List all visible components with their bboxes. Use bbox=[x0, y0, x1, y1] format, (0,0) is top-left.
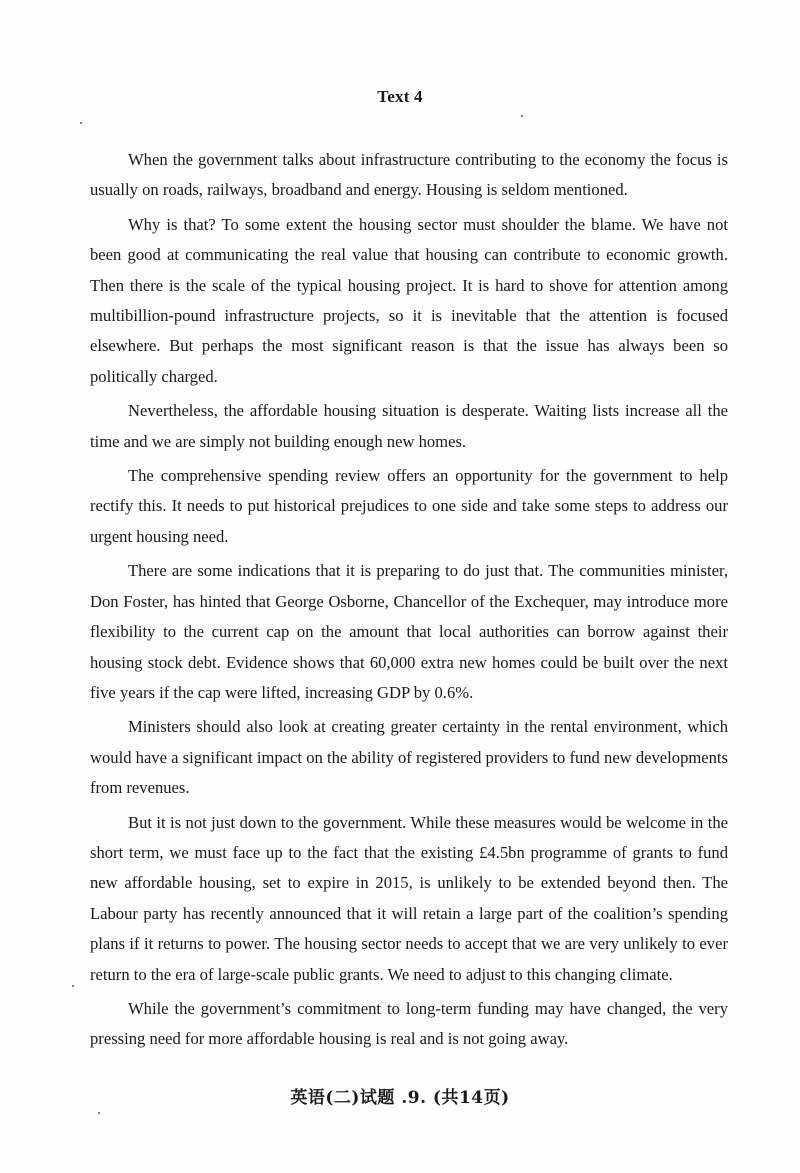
scan-speck bbox=[72, 985, 74, 987]
paragraph: Ministers should also look at creating greater certainty in the rental environment, which would have a significant impact on the ability of registered providers to fund new developments from revenues. bbox=[90, 717, 728, 798]
paragraph: Why is that? To some extent the housing sector must shoulder the blame. We have not been good at communicating the real value that housing can contribute to economic growth. Then there is the scale of the typical housing project. It is hard to shove for attention among multibillion-pound infrastructure projects, so it is inevitable that the attention is focused elsewhere. But perhaps the most significant reason is that the issue has always been so politically charged. bbox=[90, 214, 728, 386]
page-footer: 英语(二)试题 .9. (共14页) bbox=[290, 1088, 510, 1108]
scan-speck bbox=[521, 115, 523, 117]
passage-body bbox=[90, 145, 728, 1059]
paragraph: While the government’s commitment to long-term funding may have changed, the very pressing need for more affordable housing is real and is not going away. bbox=[90, 998, 728, 1049]
paragraph: The comprehensive spending review offers an opportunity for the government to help rectify this. It needs to put historical prejudices to one side and take some steps to address our urgent housing need. bbox=[90, 466, 728, 546]
paragraph: There are some indications that it is preparing to do just that. The communities minister, Don Foster, has hinted that George Osborne, Chancellor of the Exchequer, may introduce more flexibility to the current cap on the amount that local authorities can borrow against their housing stock debt. Evidence shows that 60,000 extra new homes could be built over the next five years if the cap were lifted, increasing GDP by 0.6%. bbox=[90, 561, 728, 702]
paragraph: When the government talks about infrastructure contributing to the economy the focus is usually on roads, railways, broadband and energy. Housing is seldom mentioned. bbox=[90, 150, 728, 200]
paragraph: Nevertheless, the affordable housing situation is desperate. Waiting lists increase all the time and we are simply not building enough new homes. bbox=[90, 401, 728, 451]
scan-speck bbox=[98, 1112, 100, 1114]
section-title: Text 4 bbox=[377, 87, 423, 106]
paragraph: But it is not just down to the government. While these measures would be welcome in the short term, we must face up to the fact that the existing £4.5bn programme of grants to fund new affordable housing, set to expire in 2015, is unlikely to be extended beyond then. The Labour party has recently announced that it will retain a large part of the coalition’s spending plans if it returns to power. The housing sector needs to accept that we are very unlikely to ever return to the era of large-scale public grants. We need to adjust to this changing climate. bbox=[90, 812, 728, 984]
scan-speck bbox=[80, 122, 82, 124]
